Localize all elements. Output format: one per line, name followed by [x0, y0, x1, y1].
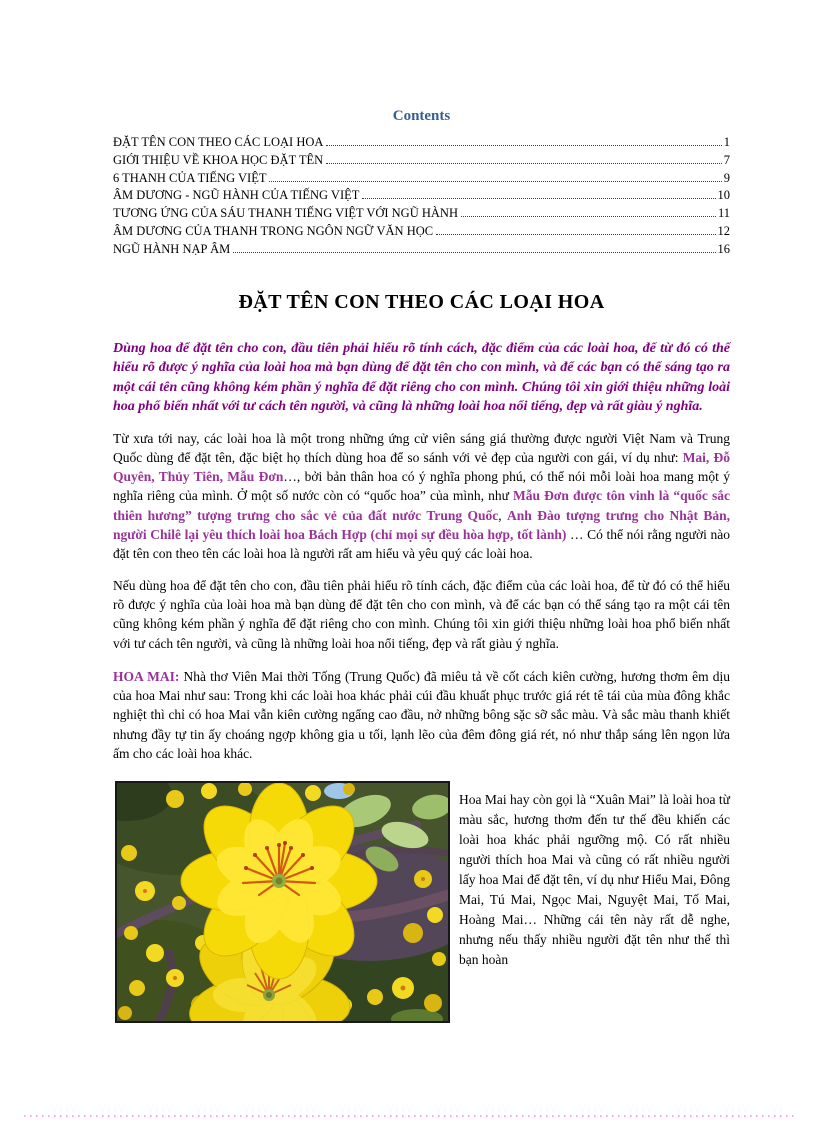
toc-entry-label: ÂM DƯƠNG CỦA THANH TRONG NGÔN NGỮ VĂN HỌC	[113, 223, 434, 238]
page-title: ĐẶT TÊN CON THEO CÁC LOẠI HOA	[238, 290, 605, 313]
paragraph-flowers-names: Từ xưa tới nay, các loài hoa là một trong những ứng cử viên sáng giá thường được người Việt Nam và Trung Quốc dùng để đặt tên, đặc biệt họ thích dùng hoa để so sánh với vẻ đẹp của người con gái, ví dụ như: Mai, Đỗ Quyên, Thủy Tiên, Mẫu Đơn…, bởi bản thân hoa có ý nghĩa phong phú, có thể nói mỗi loài hoa mang một ý nghĩa riêng của mình. Ở một số nước còn có “quốc hoa” của mình, như Mẫu Đơn được tôn vinh là “quốc sắc thiên hương” tượng trưng cho sắc vẻ của đất nước Trung Quốc, Anh Đào tượng trưng cho Nhật Bản, người Chilê lại yêu thích loài hoa Bách Hợp (chỉ mọi sự đều hòa hợp, tốt lành) … Có thể nói rằng người nào đặt tên con theo tên các loài hoa là người rất am hiểu và yêu quý các loài hoa.	[113, 430, 731, 562]
toc-dotted-leader	[269, 181, 721, 182]
toc-dotted-leader	[461, 216, 716, 217]
hoa-mai-photo	[115, 781, 450, 1023]
toc-entry-page: 1	[723, 135, 730, 149]
toc-entry[interactable]	[113, 134, 730, 152]
paragraph-naming-advice: Nếu dùng hoa để đặt tên cho con, đầu tiên phải hiểu rõ tính cách, đặc điểm của các loài hoa, để từ đó có thể hiểu rõ được ý nghĩa của loài hoa mà bạn dùng để đặt tên cho con mình, và để các bạn có thể sáng tạo ra một cái tên cũng không kém phần ý nghĩa để đặt riêng cho con mình. Chúng tôi xin giới thiệu những loài hoa phổ biến nhất với tư cách tên người, và cũng là những loài hoa nổi tiếng, đẹp và rất giàu ý nghĩa.	[113, 577, 730, 651]
toc-entry-page: 11	[717, 206, 730, 221]
toc-entry-page: 7	[723, 152, 730, 167]
paragraph-hoa-mai: HOA MAI: Nhà thơ Viên Mai thời Tống (Trung Quốc) đã miêu tả về cốt cách kiên cường, hương thơm êm dịu của hoa Mai như sau: Trong khi các loài hoa khác phải cúi đầu khuất phục trước giá rét tê tái của mùa đông khắc nghiệt thì chỉ có hoa Mai vẫn kiên cường ngẩng cao đầu, nở những bông sặc sỡ sắc màu. Và sắc màu thanh khiết nhưng đầy tự tin ấy choáng ngợp không gia u tối, lạnh lẽo của đêm đông giá rét, nó như thắp sáng lên ngọn lửa ấm cho các loài hoa khác.	[113, 668, 730, 762]
document-content	[113, 106, 730, 1023]
toc-entry-label: 6 THANH CỦA TIẾNG VIỆT	[113, 170, 267, 185]
toc-entry[interactable]	[113, 187, 730, 205]
paragraph-xuan-mai	[113, 790, 730, 970]
toc-dotted-leader	[233, 252, 715, 253]
toc-list	[113, 134, 730, 259]
toc-entry[interactable]	[113, 152, 730, 170]
toc-heading: Contents	[392, 108, 451, 124]
toc-dotted-leader	[326, 163, 722, 164]
toc-dotted-leader	[436, 234, 715, 235]
toc-entry-label: TƯƠNG ỨNG CỦA SÁU THANH TIẾNG VIỆT VỚI NGŨ HÀNH	[113, 206, 458, 221]
toc-entry[interactable]	[113, 170, 730, 188]
toc-entry-page: 12	[717, 223, 730, 238]
intro-paragraph: Dùng hoa để đặt tên cho con, đầu tiên phải hiểu rõ tính cách, đặc điểm của các loài hoa, để từ đó có thể hiểu rõ được ý nghĩa của loài hoa mà bạn dùng để đặt tên cho con mình, và để các bạn có thể sáng tạo ra một cái tên cũng không kém phần ý nghĩa để đặt riêng cho con mình. Chúng tôi xin giới thiệu những loài hoa phổ biến nhất với tư cách tên người, và cũng là những loài hoa nổi tiếng, đẹp và rất giàu ý nghĩa.	[113, 340, 730, 415]
toc-entry[interactable]	[113, 205, 730, 223]
toc-entry-label: ĐẶT TÊN CON THEO CÁC LOẠI HOA	[113, 135, 324, 149]
toc-entry[interactable]	[113, 223, 730, 241]
toc-entry-page: 10	[717, 188, 730, 203]
toc-dotted-leader	[326, 145, 721, 146]
toc-entry-label: GIỚI THIỆU VỀ KHOA HỌC ĐẶT TÊN	[113, 152, 324, 167]
toc-entry-label: NGŨ HÀNH NẠP ÂM	[113, 241, 231, 256]
page-margin-guide	[24, 1115, 798, 1117]
toc-entry-label: ÂM DƯƠNG - NGŨ HÀNH CỦA TIẾNG VIỆT	[113, 188, 360, 203]
toc-entry[interactable]	[113, 241, 730, 259]
toc-dotted-leader	[362, 198, 715, 199]
hoa-mai-section	[113, 790, 730, 970]
toc-entry-page: 9	[723, 170, 730, 185]
paragraph-xuan-mai-text: Hoa Mai hay còn gọi là “Xuân Mai” là loài hoa từ màu sắc, hương thơm đến tư thế đều khiến các loài hoa khác phải ngưỡng mộ. Có rất nhiều người thích hoa Mai và cũng có rất nhiều người lấy hoa Mai để đặt tên, ví dụ như Hiểu Mai, Đông Mai, Tú Mai, Ngọc Mai, Nguyệt Mai, Tố Mai, Hoàng Mai… Những cái tên này rất dễ nghe, nhưng nếu thấy nhiều người đặt tên như thế thì bạn hoàn	[459, 792, 730, 968]
toc-entry-page: 16	[717, 241, 730, 256]
